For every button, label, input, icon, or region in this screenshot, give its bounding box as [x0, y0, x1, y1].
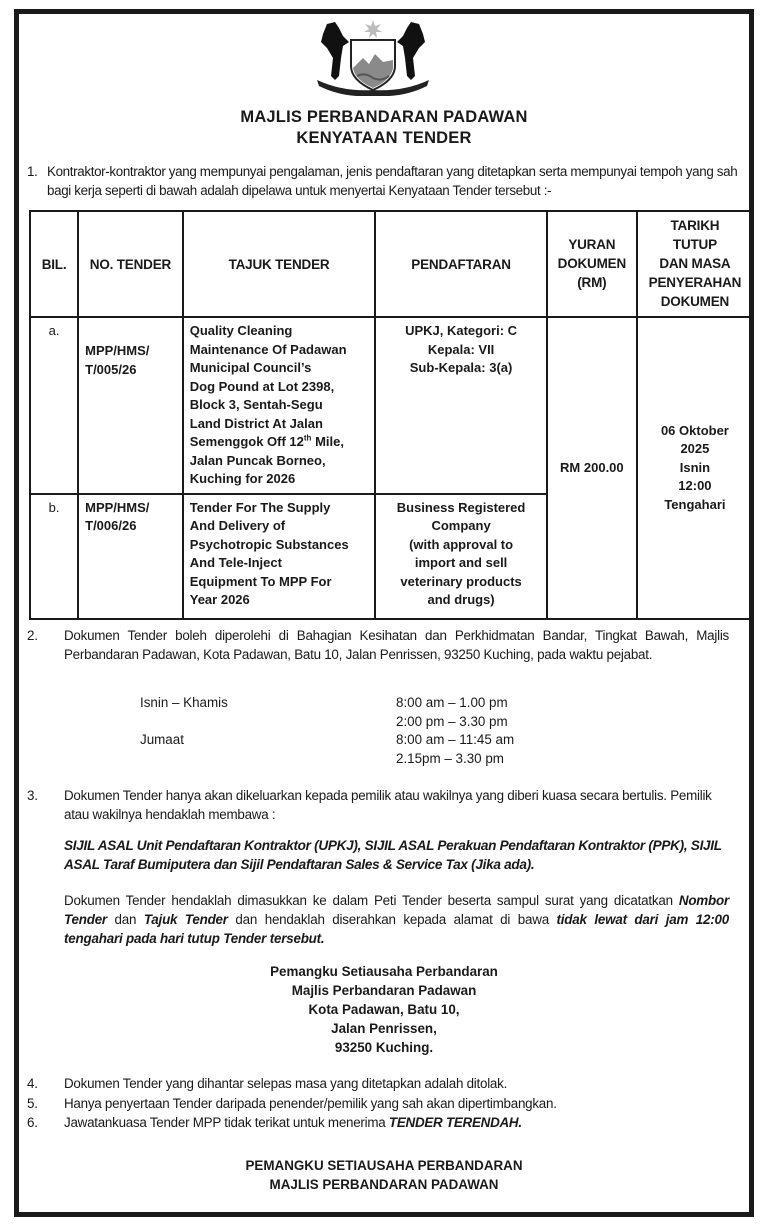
header-bil: BIL.	[30, 211, 78, 317]
note-emphasis: TENDER TERENDAH.	[388, 1115, 522, 1130]
submission-emphasis: Nombor Tender	[64, 893, 729, 927]
hours-row	[140, 713, 560, 732]
tender-number-line: T/005/26	[85, 361, 137, 377]
address-line: Majlis Perbandaran Padawan	[291, 983, 477, 998]
table-header-row	[30, 211, 753, 317]
note-number: 6.	[27, 1115, 38, 1130]
cell-pendaftaran	[375, 317, 547, 494]
office-hours	[140, 694, 560, 768]
hours-row	[140, 750, 560, 769]
tajuk-line	[190, 433, 369, 452]
closing-date-line: 2025	[680, 441, 710, 456]
note-text	[64, 1074, 507, 1094]
address-line: Jalan Penrissen,	[331, 1021, 437, 1036]
submission-text: Dokumen Tender hendaklah dimasukkan ke dalam Peti Tender beserta sampul surat yang dicatatkan	[64, 893, 679, 908]
tajuk-text: Mile,	[311, 434, 344, 449]
header-tarikh-line: TARIKH	[670, 218, 720, 233]
tajuk-line: Block 3, Sentah-Segu	[189, 397, 323, 412]
section-2-number: 2.	[27, 628, 38, 643]
cell-bil: a.	[30, 317, 78, 494]
submission-text: dan	[106, 912, 144, 927]
submission-address	[0, 962, 768, 1057]
tajuk-line: Quality Cleaning	[189, 323, 293, 338]
ordinal-suffix: th	[303, 433, 312, 443]
closing-date-line: Tengahari	[664, 496, 726, 512]
header-tarikh-line: TUTUP	[672, 237, 717, 252]
section-3	[27, 786, 729, 824]
header-yuran-line: DOKUMEN	[557, 256, 627, 271]
pendaftaran-line: import and sell	[414, 555, 508, 570]
header-yuran-line: (RM)	[577, 275, 607, 290]
pendaftaran-line: and drugs)	[427, 592, 495, 607]
cell-no-tender	[78, 494, 183, 619]
note-body: Hanya penyertaan Tender daripada penender/pemilik yang sah akan dipertimbangkan.	[64, 1095, 557, 1111]
closing-date-line: 12:00	[678, 478, 712, 493]
notice-title: KENYATAAN TENDER	[296, 129, 472, 147]
hours-day	[140, 713, 396, 732]
cell-tajuk-tender	[183, 317, 376, 494]
pendaftaran-line: UPKJ, Kategori: C	[405, 323, 518, 338]
note-body: Dokumen Tender yang dihantar selepas masa yang ditetapkan adalah ditolak.	[64, 1076, 508, 1091]
submission-instructions	[64, 891, 729, 948]
tender-number-line: MPP/HMS/	[85, 343, 150, 358]
section-3-text: Dokumen Tender hanya akan dikeluarkan kepada pemilik atau wakilnya yang diberi kuasa secara bertulis. Pemilik atau wakilnya hendaklah membawa :	[64, 788, 712, 822]
cell-no-tender	[78, 317, 183, 494]
header-tarikh-line: PENYERAHAN	[648, 275, 742, 290]
cell-bil: b.	[30, 494, 78, 619]
star-icon	[364, 20, 382, 38]
tajuk-line: Psychotropic Substances	[189, 536, 349, 552]
cell-yuran-dokumen: RM 200.00	[547, 317, 637, 619]
note-text	[64, 1094, 557, 1114]
tajuk-line: Equipment To MPP For	[189, 573, 332, 589]
section-2-text: Dokumen Tender boleh diperolehi di Bahagian Kesihatan dan Perkhidmatan Bandar, Tingkat Bawah, Majlis Perbandaran Padawan, Kota Padawan, Batu 10, Jalan Penrissen, 93250 Kuching, pada waktu pejabat.	[64, 628, 729, 662]
tajuk-line: Land District At Jalan	[189, 415, 323, 431]
header-tarikh-tutup	[637, 211, 753, 317]
note-item	[27, 1094, 729, 1114]
pendaftaran-line: Sub-Kepala: 3(a)	[409, 360, 513, 375]
organisation-title: MAJLIS PERBANDARAN PADAWAN	[240, 108, 528, 126]
tajuk-line: Tender For The Supply	[189, 499, 331, 515]
tajuk-line: And Tele-Inject	[189, 555, 282, 570]
closing-date-line: Isnin	[679, 459, 711, 475]
pendaftaran-line: veterinary products	[400, 573, 522, 589]
address-line: 93250 Kuching.	[334, 1040, 434, 1055]
closing-date-line: 06 Oktober	[660, 422, 729, 438]
tender-number-line: T/006/26	[85, 518, 137, 533]
header-tajuk-tender: TAJUK TENDER	[183, 211, 376, 317]
hours-row	[140, 731, 560, 750]
tajuk-line: Jalan Puncak Borneo,	[189, 452, 326, 468]
tajuk-line: Year 2026	[189, 592, 250, 607]
note-text	[64, 1113, 522, 1133]
leopard-right-icon	[397, 22, 425, 80]
note-body: Jawatankuasa Tender MPP tidak terikat untuk menerima	[64, 1115, 389, 1130]
header-no-tender: NO. TENDER	[78, 211, 183, 317]
note-item	[27, 1074, 729, 1094]
notes-list	[27, 1074, 729, 1133]
cell-pendaftaran	[375, 494, 547, 619]
tajuk-line: Municipal Council’s	[189, 360, 312, 375]
tajuk-line: Maintenance Of Padawan	[189, 341, 347, 357]
hours-day	[140, 750, 396, 769]
header-tarikh-line: DOKUMEN	[660, 294, 730, 309]
pendaftaran-line: Kepala: VII	[427, 341, 495, 357]
note-number: 4.	[27, 1076, 38, 1091]
cell-tarikh-tutup	[637, 317, 753, 619]
tajuk-line: Dog Pound at Lot 2398,	[189, 378, 335, 394]
intro-number: 1.	[27, 164, 38, 179]
submission-emphasis: Tajuk Tender	[143, 912, 228, 927]
pendaftaran-line: Company	[431, 518, 491, 533]
hours-time: 2:00 pm – 3.30 pm	[396, 713, 508, 729]
leopard-left-icon	[321, 22, 349, 80]
section-3-number: 3.	[27, 788, 38, 803]
header-pendaftaran: PENDAFTARAN	[375, 211, 547, 317]
cell-tajuk-tender	[183, 494, 376, 619]
pendaftaran-line: (with approval to	[409, 536, 514, 552]
note-number: 5.	[27, 1095, 38, 1111]
hours-time: 8:00 am – 1.00 pm	[396, 695, 508, 710]
tajuk-line: Kuching for 2026	[189, 471, 296, 486]
hours-row	[140, 694, 560, 713]
section-2	[27, 626, 729, 664]
council-crest-logo	[313, 18, 433, 96]
address-line: Kota Padawan, Batu 10,	[308, 1002, 460, 1017]
required-certificates: SIJIL ASAL Unit Pendaftaran Kontraktor (UPKJ), SIJIL ASAL Perakuan Pendaftaran Kontraktor (PPK), SIJIL ASAL Taraf Bumiputera dan Sijil Pendaftaran Sales & Service Tax (Jika ada).	[64, 838, 722, 872]
note-item	[27, 1113, 729, 1133]
tender-number-line: MPP/HMS/	[85, 499, 150, 515]
address-line: Pemangku Setiausaha Perbandaran	[270, 964, 498, 979]
signature-block	[0, 1156, 768, 1194]
hours-time: 8:00 am – 11:45 am	[396, 732, 515, 747]
intro-text: Kontraktor-kontraktor yang mempunyai pengalaman, jenis pendaftaran yang ditetapkan serta mempunyai tempoh yang sah bagi kerja seperti di bawah adalah dipelawa untuk menyertai Kenyataan Tender tersebut :-	[47, 164, 738, 198]
submission-text: dan hendaklah diserahkan kepada alamat di bawa	[227, 912, 557, 927]
intro-paragraph	[27, 162, 739, 200]
signature-line: PEMANGKU SETIAUSAHA PERBANDARAN	[245, 1158, 523, 1173]
table-row	[30, 317, 753, 494]
signature-line: MAJLIS PERBANDARAN PADAWAN	[269, 1177, 499, 1192]
pendaftaran-line: Business Registered	[396, 499, 526, 515]
tajuk-line: And Delivery of	[189, 518, 286, 533]
hours-day: Isnin – Khamis	[140, 695, 228, 710]
header-yuran-dokumen	[547, 211, 637, 317]
header-yuran-line: YURAN	[568, 237, 616, 252]
tender-table	[29, 210, 754, 620]
hours-time: 2.15pm – 3.30 pm	[396, 750, 504, 766]
hours-day: Jumaat	[140, 732, 184, 747]
header-tarikh-line: DAN MASA	[659, 256, 731, 271]
submission-emphasis: tidak lewat dari jam 12:00 tengahari pada hari tutup Tender tersebut.	[64, 912, 729, 946]
tajuk-text: Semenggok Off 12	[189, 434, 304, 449]
